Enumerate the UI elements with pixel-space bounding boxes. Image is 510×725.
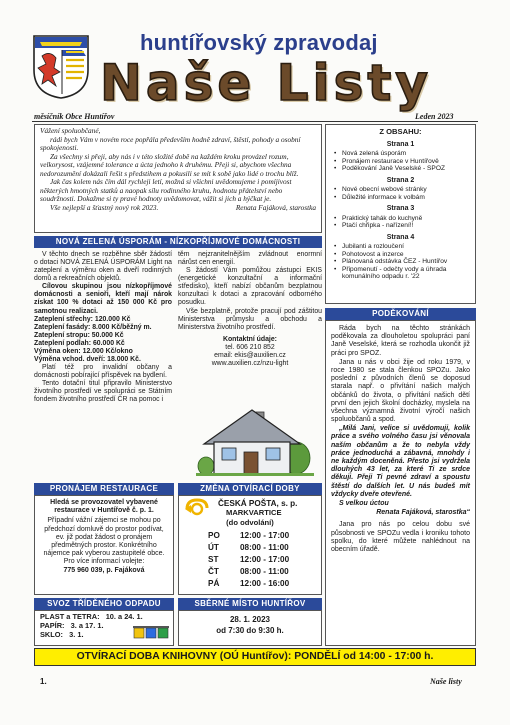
collection-point bbox=[178, 610, 322, 646]
nzu-column-left bbox=[34, 251, 172, 404]
section-heading-thanks: PODĚKOVÁNÍ bbox=[325, 308, 476, 320]
greeting-signature: Renata Fajáková, starostka bbox=[235, 202, 316, 212]
hours-note: (do odvolání) bbox=[226, 517, 274, 527]
thanks-closing: S velkou úctou bbox=[339, 499, 389, 507]
header-divider bbox=[32, 121, 478, 122]
nzu-paragraph: S žádostí Vám pomůžou zástupci EKIS (energetické konzultační a informační středisko), kteří nabízí občanům bezplatnou konzultaci k dotaci a zpracování odborného posudku. bbox=[178, 267, 322, 307]
issue-date: Leden 2023 bbox=[415, 112, 454, 121]
table-row bbox=[186, 555, 291, 565]
day-label: PO bbox=[208, 530, 220, 540]
toc-item: • Nové obecní webové stránky bbox=[334, 186, 467, 194]
day-label: ÚT bbox=[208, 542, 219, 552]
nzu-paragraph: Tento dotační titul připravilo Ministerstvo životního prostředí ve spolupráci se Státním fondem životního prostředí ČR na pomoc i bbox=[34, 380, 172, 404]
toc-item: • Plánovaná odstávka ČEZ - Huntířov bbox=[334, 258, 467, 266]
hours-value: 12:00 - 17:00 bbox=[240, 530, 290, 540]
day-label: PÁ bbox=[208, 578, 220, 588]
toc-page-heading: Strana 4 bbox=[386, 233, 415, 241]
rent-info: Pro více informací volejte: bbox=[63, 558, 145, 566]
hours-value: 08:00 - 11:00 bbox=[240, 566, 289, 576]
day-label: ST bbox=[208, 554, 219, 564]
nzu-rate: Výměna oken: 12.000 Kč/okno bbox=[34, 347, 133, 355]
toc-item: • Jubilanti a rozloučení bbox=[334, 243, 467, 251]
page-number: 1. bbox=[40, 677, 47, 686]
nzu-rate: Zateplení fasády: 8.000 Kč/běžný m. bbox=[34, 323, 152, 331]
thanks-quote: „Milá Jani, velice si uvědomuji, kolik práce a svého volného času jsi věnovala naším občanům a že to nebyla vždy práce jednoduchá a zábavná, mnohdy i ne každým doceněná. Přesto jsi vydržela dlouhých 43 let, za které Ti ze srdce děkuji. Přeji Ti pevné zdraví a spoustu štěstí do dalších let. U nás budeš mít vždycky dveře otevřené. bbox=[331, 425, 470, 498]
greeting-salutation: Vážení spoluobčané, bbox=[40, 126, 101, 135]
nzu-target-group: Cílovou skupinou jsou nízkopříjmové domácnosti a senioři, kteří mají nárok získat 100 % dotaci až 150 000 Kč pro samotnou realizaci. bbox=[34, 283, 172, 315]
toc-page-heading: Strana 3 bbox=[386, 205, 415, 213]
toc-item: • Pronájem restaurace v Huntířově bbox=[334, 158, 467, 166]
collection-time: od 7:30 do 9:30 h. bbox=[216, 626, 284, 636]
contact-email[interactable]: email: ekis@auxilien.cz bbox=[214, 351, 286, 359]
waste-row: PAPÍR: 3. a 17. 1. bbox=[40, 620, 104, 630]
contact-phone: tel. 606 210 852 bbox=[225, 343, 275, 351]
collection-date: 28. 1. 2023 bbox=[229, 615, 271, 624]
rent-headline: Hledá se provozovatel vybavené restaurace v Huntířově č. p. 1. bbox=[50, 499, 158, 515]
post-horn-icon bbox=[183, 497, 213, 519]
toc-title: Z OBSAHU: bbox=[379, 127, 422, 136]
municipal-crest-icon bbox=[32, 34, 90, 100]
hours-value: 08:00 - 11:00 bbox=[240, 542, 289, 552]
table-row bbox=[186, 567, 291, 577]
library-hours-banner: OTVÍRACÍ DOBA KNIHOVNY (OÚ Huntířov): PONDĚLÍ od 14:00 - 17:00 h. bbox=[34, 648, 476, 666]
thanks-paragraph: Jana pro nás po celou dobu své působnosti ve SPOZu vedla i kroniku tohoto spolku, do které můžete nahlédnout na obecním úřadě. bbox=[331, 521, 470, 553]
rent-phone: 775 960 039, p. Fajáková bbox=[63, 566, 145, 574]
thanks-signature: Renata Fajáková, starostka“ bbox=[376, 509, 470, 517]
restaurant-rent-notice bbox=[34, 495, 174, 595]
nzu-paragraph: V těchto dnech se rozběhne sběr žádostí o dotaci NOVÁ ZELENÁ ÚSPORÁM Light na zateplení a výměnu oken a dveří rodinných domů a rekreačních objektů. bbox=[34, 251, 172, 283]
nzu-rate: Zateplení střechy: 120.000 Kč bbox=[34, 315, 131, 323]
section-heading-nzu: NOVÁ ZELENÁ ÚSPORÁM - NÍZKOPŘÍJMOVÉ DOMÁCNOSTI bbox=[34, 236, 322, 248]
day-label: ČT bbox=[208, 566, 219, 576]
nzu-paragraph: Vše bezplatně, protože pracují pod záštitou Ministerstva průmyslu a obchodu a Ministerstva životního prostředí. bbox=[178, 307, 322, 331]
nzu-paragraph: těm nejzranitelnějším zvládnout enormní nárůst cen energií. bbox=[178, 251, 322, 267]
toc-item: • Praktický tahák do kuchyně bbox=[334, 215, 467, 223]
thanks-article bbox=[325, 320, 476, 646]
hours-table bbox=[184, 529, 293, 591]
toc-page-heading: Strana 2 bbox=[386, 176, 415, 184]
table-row bbox=[186, 531, 291, 541]
nzu-rate: Zateplení podlah: 60.000 Kč bbox=[34, 339, 125, 347]
post-name: ČESKÁ POŠTA, s. p. bbox=[218, 499, 298, 508]
section-heading-waste: SVOZ TŘÍDĚNÉHO ODPADU bbox=[34, 598, 174, 610]
greeting-wish bbox=[40, 204, 316, 213]
toc-item: • Pohotovost a inzerce bbox=[334, 251, 467, 259]
section-heading-hours: ZMĚNA OTVÍRACÍ DOBY bbox=[178, 483, 322, 495]
contact-heading: Kontaktní údaje: bbox=[223, 335, 277, 343]
thanks-paragraph: Ráda bych na těchto stránkách poděkovala za dlouholetou spolupráci paní Janě Veselské, která se rozhodla ukončit již práci pro SPOZ. bbox=[331, 325, 470, 357]
thanks-paragraph: Jana u nás v obci žije od roku 1979, v roce 1980 se stala členkou SPOZu. Jako poslední z původních členů se doposud starala např. o přivítání našich malých občánků do života, o přivítání našich dětí první den jejich školní docházky, myslela na všechna významná životní výročí našich spoluobčanů a spod. bbox=[331, 358, 470, 424]
toc-page-heading: Strana 1 bbox=[386, 140, 415, 148]
hours-value: 12:00 - 16:00 bbox=[240, 578, 290, 588]
house-illustration-icon bbox=[196, 404, 314, 480]
newsletter-subtitle: huntířovský zpravodaj bbox=[140, 30, 378, 55]
section-heading-collection: SBĚRNÉ MÍSTO HUNTÍŘOV bbox=[178, 598, 322, 610]
waste-row: PLAST a TETRA: 10. a 24. 1. bbox=[40, 612, 143, 621]
contact-website[interactable]: www.auxilien.cz/nzu-light bbox=[211, 360, 289, 368]
toc-item: • Připomenutí - odečty vody a úhrada komunálního odpadu r. '22 bbox=[334, 266, 467, 281]
section-heading-rent: PRONÁJEM RESTAURACE bbox=[34, 483, 174, 495]
toc-item: • Poděkování Janě Veselské - SPOZ bbox=[334, 165, 467, 173]
hours-value: 12:00 - 17:00 bbox=[240, 554, 290, 564]
nzu-paragraph: Platí též pro invalidní občany a domácnosti pobírající příspěvek na bydlení. bbox=[34, 364, 172, 380]
greeting-paragraph: Za všechny si přeji, aby nás i v této složité době na každém kroku provázel rozum, velkorysost, vzájemné tolerance a úcta jednoho k druhému. Přeji si, abychom všechna nedorozumění dokázali řešit s předstihem a pokusili se mít k sobě jako lidé o trochu blíž. bbox=[40, 151, 299, 178]
waste-row: SKLO: 3. 1. bbox=[40, 629, 84, 639]
table-row bbox=[186, 543, 291, 553]
post-branch: MARKVARTICE bbox=[226, 507, 282, 517]
greeting-paragraph: rádi bych Vám v novém roce popřála především hodně zdraví, štěstí, pohody a osobní spokojenosti. bbox=[40, 134, 301, 153]
rent-body: Případní vážní zájemci se mohou po předchozí domluvě do prostor podívat, ev. již podat žádost o pronájem předmětných prostor. Konkrétního nájemce pak vyberou zastupitelé obce. bbox=[43, 517, 165, 558]
recycling-bins-icon bbox=[132, 623, 172, 639]
table-of-contents bbox=[325, 124, 476, 304]
greeting-paragraph: Jak čas kolem nás čím dál rychleji letí, možná si všichni uvědomujeme i pomíjivost některých hmotných statků a naopak sílu rodinného kruhu, hodnotu přátelství nebo soudržnosti. Dokažme si ty pravé hodnoty uvědomovat, vážit si jich a hýčkat je. bbox=[40, 177, 292, 204]
greeting-wish-text: Vše nejlepší a šťastný nový rok 2023. bbox=[50, 202, 159, 212]
nzu-column-right bbox=[178, 251, 322, 368]
mayor-greeting bbox=[34, 124, 322, 233]
publisher-line: měsíčník Obce Huntířov bbox=[34, 112, 115, 121]
toc-item: • Důležité informace k volbám bbox=[334, 194, 467, 202]
nzu-rate: Zateplení stropu: 50.000 Kč bbox=[34, 331, 124, 339]
nzu-rate: Výměna vchod. dveří: 18.000 Kč. bbox=[34, 356, 141, 364]
footer-title: Naše listy bbox=[430, 677, 462, 686]
toc-item: • Nová zelená úsporám bbox=[334, 150, 467, 158]
newsletter-title: Naše Listy bbox=[100, 54, 432, 112]
toc-item: • Ptačí chřipka - nařízení!! bbox=[334, 222, 467, 230]
table-row bbox=[186, 579, 291, 589]
